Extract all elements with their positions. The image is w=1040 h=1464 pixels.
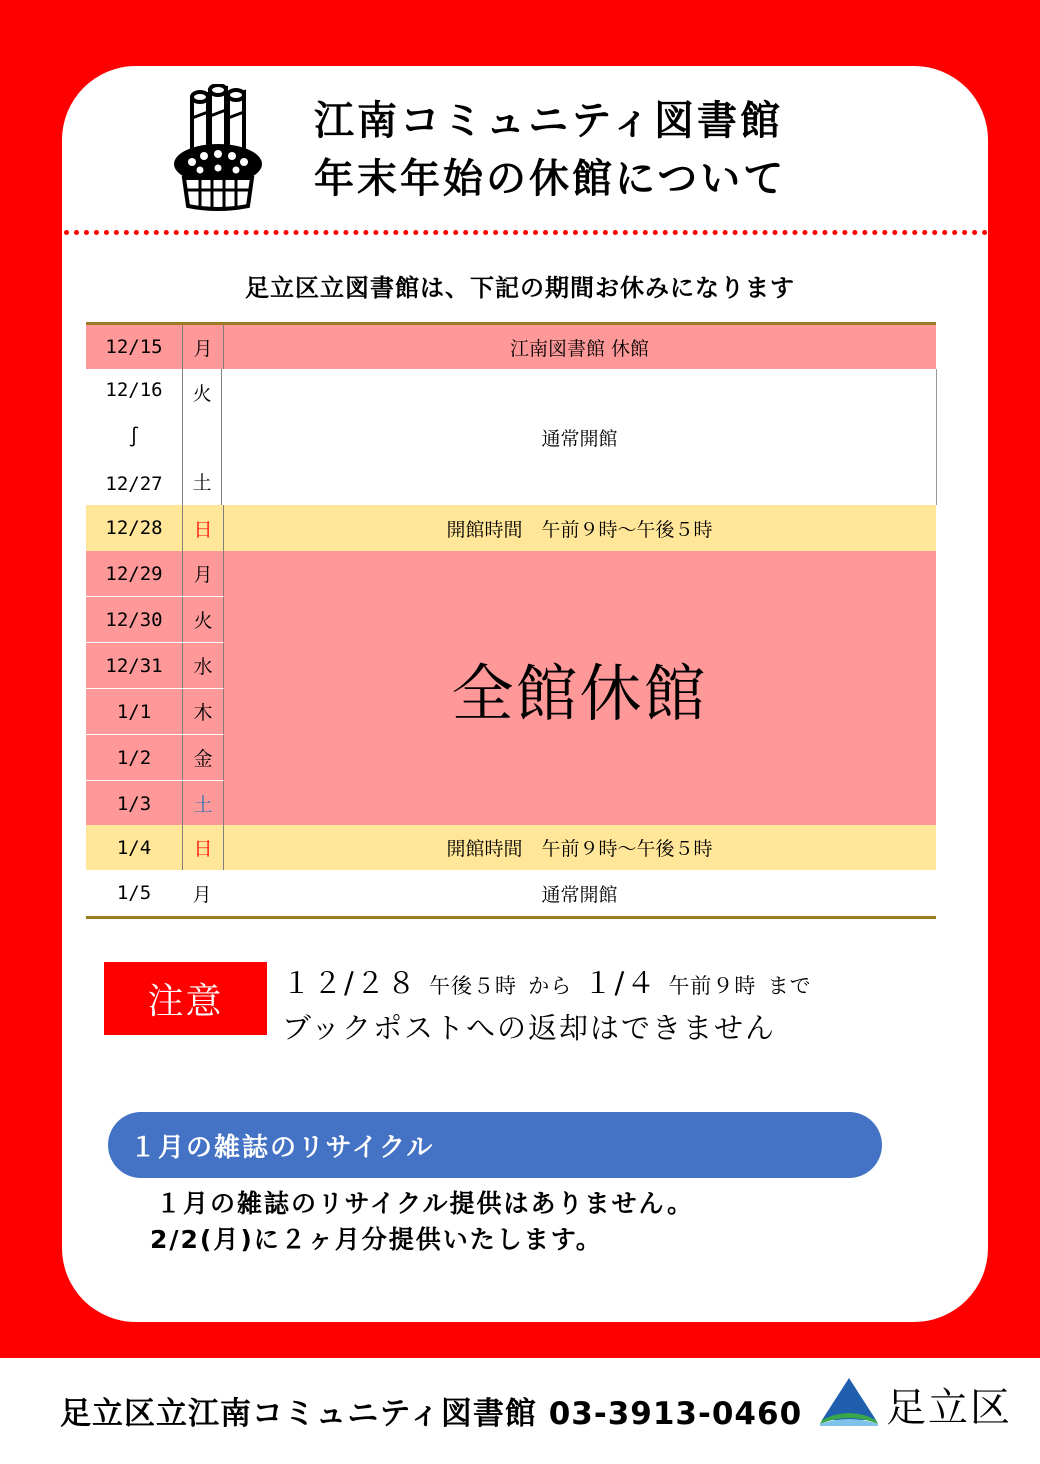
- closed-label: 全館休館: [451, 656, 708, 730]
- notice-date-from: １２/２８: [282, 966, 418, 1000]
- day-cell: 月: [182, 551, 224, 596]
- table-row: [86, 825, 936, 870]
- footer-library-name: 足立区立江南コミュニティ図書館: [60, 1396, 537, 1432]
- day-cell: 日: [182, 505, 224, 551]
- kadomatsu-icon: [170, 84, 266, 214]
- range-mark: ∫: [128, 426, 140, 448]
- day-range-cell: [182, 369, 222, 505]
- date-cell: 12/29: [105, 562, 163, 585]
- title-line-1: 江南コミュニティ図書館: [314, 98, 783, 144]
- page-title: [314, 92, 786, 208]
- date-cell: 1/5: [116, 882, 152, 904]
- table-row: [86, 505, 936, 551]
- footer-ward-name: 足立区: [886, 1385, 1012, 1431]
- note-cell: 通常開館: [541, 883, 618, 906]
- day-cell: 水: [182, 643, 224, 688]
- recycle-text: [150, 1186, 694, 1258]
- notice-text: [282, 962, 812, 1049]
- day-cell: 月: [192, 883, 212, 906]
- day-cell: 木: [182, 689, 224, 734]
- table-row: [86, 780, 223, 826]
- table-row: [86, 734, 223, 780]
- subtitle: 足立区立図書館は、下記の期間お休みになります: [245, 274, 795, 302]
- day-cell: 日: [182, 825, 224, 870]
- date-cell: 1/2: [116, 746, 152, 769]
- notice-until-word: まで: [767, 974, 812, 998]
- day-to: 土: [192, 472, 212, 494]
- table-row: [86, 870, 936, 919]
- notice-date-to: １/４: [583, 966, 658, 1000]
- note-cell: 開館時間 午前９時～午後５時: [446, 838, 713, 860]
- date-from: 12/16: [105, 379, 163, 401]
- notice-time-to: 午前９時: [668, 974, 757, 998]
- notice-time-from: 午後５時: [429, 974, 517, 998]
- table-row: [86, 369, 937, 505]
- recycle-line-1: １月の雑誌のリサイクル提供はありません。: [156, 1189, 695, 1218]
- date-cell: 12/28: [105, 517, 163, 539]
- table-row: [86, 551, 936, 596]
- note-cell: 開館時間 午前９時～午後５時: [446, 518, 713, 541]
- day-cell: 火: [182, 597, 224, 642]
- date-cell: 12/31: [105, 654, 163, 677]
- table-row: [86, 596, 223, 642]
- adachi-ward-logo-icon: [818, 1376, 880, 1428]
- note-cell: 通常開館: [541, 427, 618, 450]
- table-row: [86, 642, 223, 688]
- date-cell: 1/4: [116, 836, 152, 859]
- day-cell: 金: [182, 735, 224, 780]
- footer-contact: [60, 1388, 802, 1433]
- notice-label: 注意: [104, 962, 267, 1035]
- notice-line-2: ブックポストへの返却はできません: [282, 1011, 776, 1045]
- table-row: [86, 322, 936, 369]
- date-cell: 1/3: [116, 792, 152, 815]
- date-cell: 1/1: [116, 700, 152, 723]
- recycle-heading: １月の雑誌のリサイクル: [108, 1112, 882, 1178]
- footer-phone: 03-3913-0460: [548, 1396, 803, 1432]
- date-cell: 12/30: [105, 608, 163, 631]
- day-from: 火: [192, 383, 212, 405]
- day-cell: 土: [182, 781, 224, 826]
- notice-line-1: [282, 962, 812, 1007]
- recycle-line-2: 2/2(月)に２ヶ月分提供いたします。: [150, 1225, 603, 1254]
- title-line-2: 年末年始の休館について: [314, 156, 787, 202]
- date-to: 12/27: [105, 473, 163, 495]
- dotted-divider: [64, 230, 988, 235]
- notice-from-word: から: [528, 974, 573, 998]
- day-cell: 月: [182, 325, 224, 369]
- date-cell: 12/15: [105, 336, 163, 358]
- note-cell: 江南図書館 休館: [509, 337, 650, 360]
- date-range-cell: [86, 369, 182, 505]
- table-row: [86, 688, 223, 734]
